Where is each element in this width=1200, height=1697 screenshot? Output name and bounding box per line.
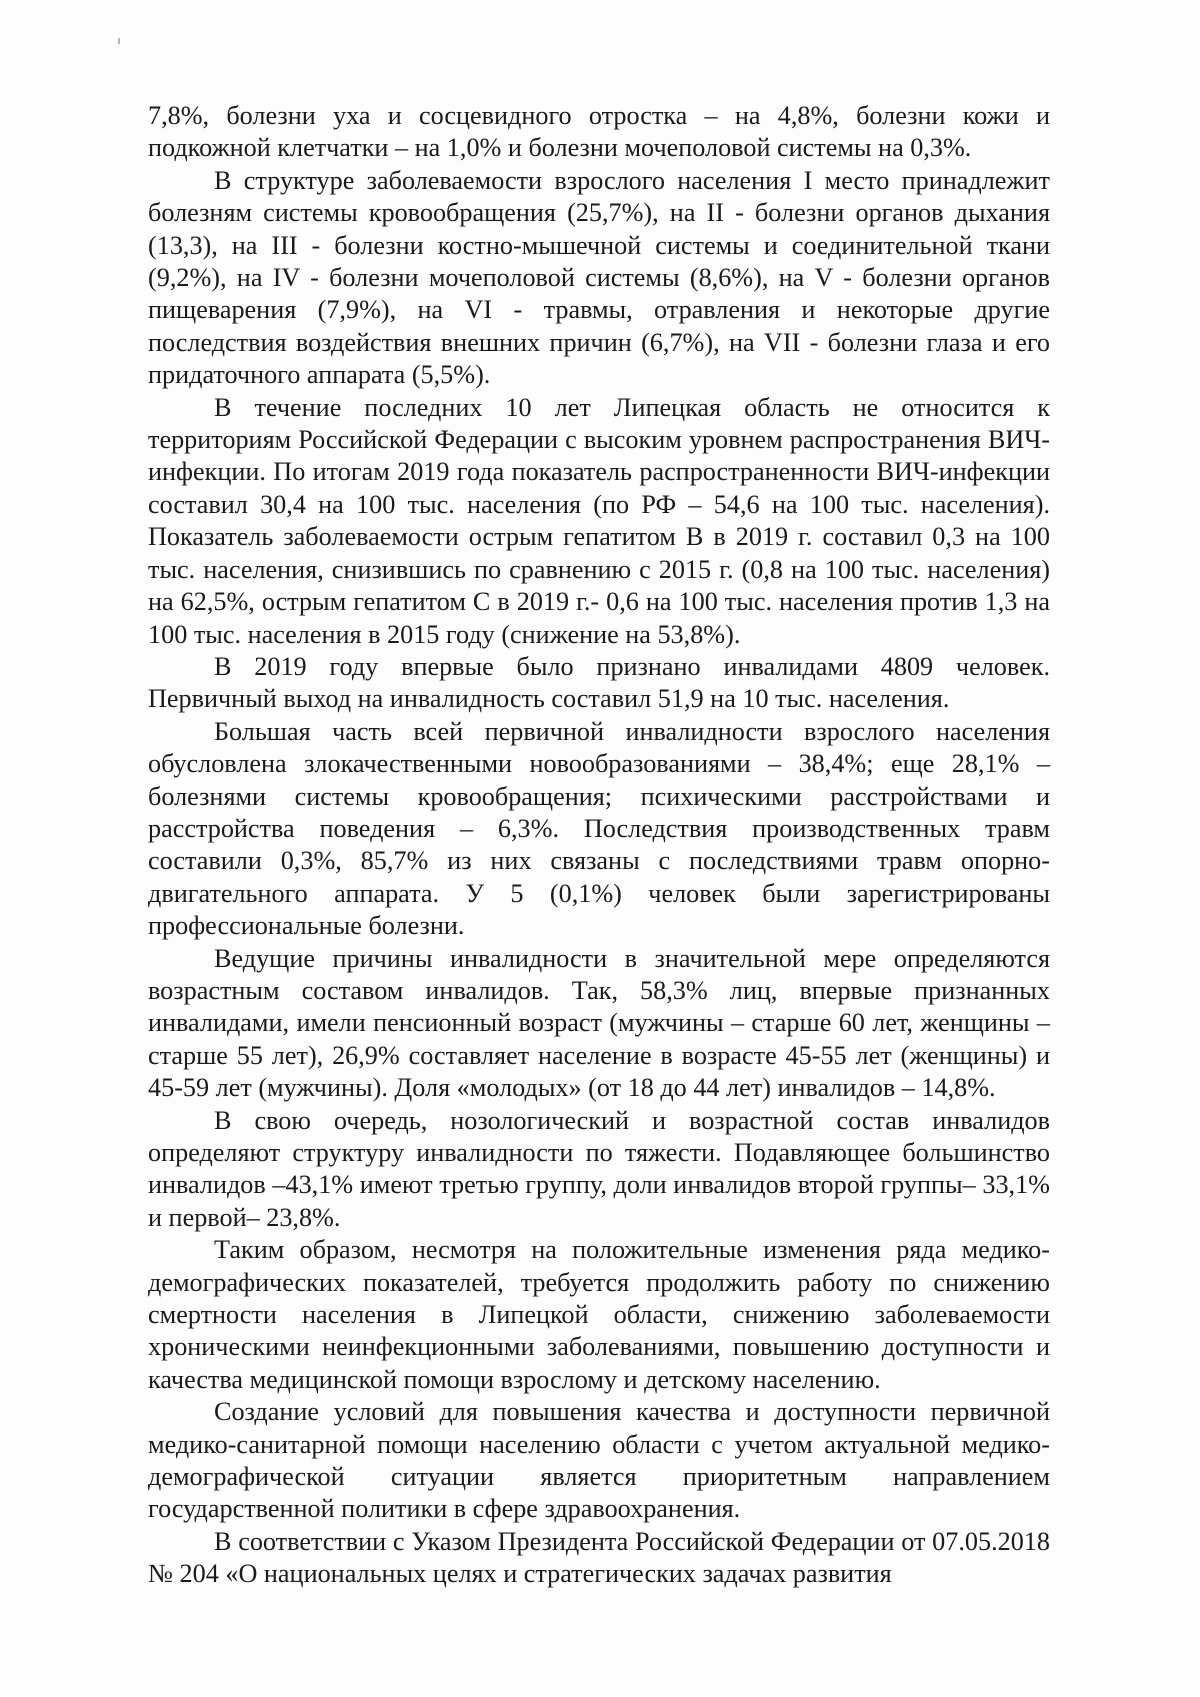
paragraph-primary-care: Создание условий для повышения качества и доступности первичной медико-санитарной помощи населению области с учетом актуальной медико-демографической ситуации является приоритетным направлением государственной политики в сфере здравоохранения.	[148, 1397, 1050, 1524]
paragraph-hiv-hepatitis: В течение последних 10 лет Липецкая область не относится к территориям Российской Федерации с высоким уровнем распространения ВИЧ-инфекции. По итогам 2019 года показатель распространенности ВИЧ-инфекции составил 30,4 на 100 тыс. населения (по РФ – 54,6 на 100 тыс. населения). Показатель заболеваемости острым гепатитом В в 2019 г. составил 0,3 на 100 тыс. населения, снизившись по сравнению с 2015 г. (0,8 на 100 тыс. населения) на 62,5%, острым гепатитом С в 2019 г.- 0,6 на 100 тыс. населения против 1,3 на 100 тыс. населения в 2015 году (снижение на 53,8%).	[148, 392, 1050, 649]
paragraph-disability-2019: В 2019 году впервые было признано инвалидами 4809 человек. Первичный выход на инвалидность составил 51,9 на 10 тыс. населения.	[148, 651, 1050, 714]
document-body	[148, 100, 1050, 1591]
paragraph-adult-morbidity-structure: В структуре заболеваемости взрослого населения I место принадлежит болезням системы кровообращения (25,7%), на II - болезни органов дыхания (13,3), на III - болезни костно-мышечной системы и соединительной ткани (9,2%), на IV - болезни мочеполовой системы (8,6%), на V - болезни органов пищеварения (7,9%), на VI - травмы, отравления и некоторые другие последствия воздействия внешних причин (6,7%), на VII - болезни глаза и его придаточного аппарата (5,5%).	[148, 165, 1050, 390]
paragraph-disability-severity: В свою очередь, нозологический и возрастной состав инвалидов определяют структуру инвалидности по тяжести. Подавляющее большинство инвалидов –43,1% имеют третью группу, доли инвалидов второй группы– 33,1% и первой– 23,8%.	[148, 1105, 1050, 1232]
paragraph-disability-causes: Большая часть всей первичной инвалидности взрослого населения обусловлена злокачественными новообразованиями – 38,4%; еще 28,1% – болезнями системы кровообращения; психическими расстройствами и расстройства поведения – 6,3%. Последствия производственных травм составили 0,3%, 85,7% из них связаны с последствиями травм опорно-двигательного аппарата. У 5 (0,1%) человек были зарегистрированы профессиональные болезни.	[148, 716, 1050, 941]
paragraph-conclusion: Таким образом, несмотря на положительные изменения ряда медико-демографических показателей, требуется продолжить работу по снижению смертности населения в Липецкой области, снижению заболеваемости хроническими неинфекционными заболеваниями, повышению доступности и качества медицинской помощи взрослому и детскому населению.	[148, 1235, 1050, 1394]
paragraph-presidential-decree: В соответствии с Указом Президента Российской Федерации от 07.05.2018 № 204 «О национальных целях и стратегических задачах развития	[148, 1526, 1050, 1589]
paragraph-disability-age: Ведущие причины инвалидности в значительной мере определяются возрастным составом инвалидов. Так, 58,3% лиц, впервые признанных инвалидами, имели пенсионный возраст (мужчины – старше 60 лет, женщины – старше 55 лет), 26,9% составляет население в возрасте 45-55 лет (женщины) и 45-59 лет (мужчины). Доля «молодых» (от 18 до 44 лет) инвалидов – 14,8%.	[148, 943, 1050, 1103]
paragraph-morbidity-children-tail: 7,8%, болезни уха и сосцевидного отростка – на 4,8%, болезни кожи и подкожной клетчатки – на 1,0% и болезни мочеполовой системы на 0,3%.	[148, 101, 1050, 163]
scan-artifact	[118, 38, 120, 44]
